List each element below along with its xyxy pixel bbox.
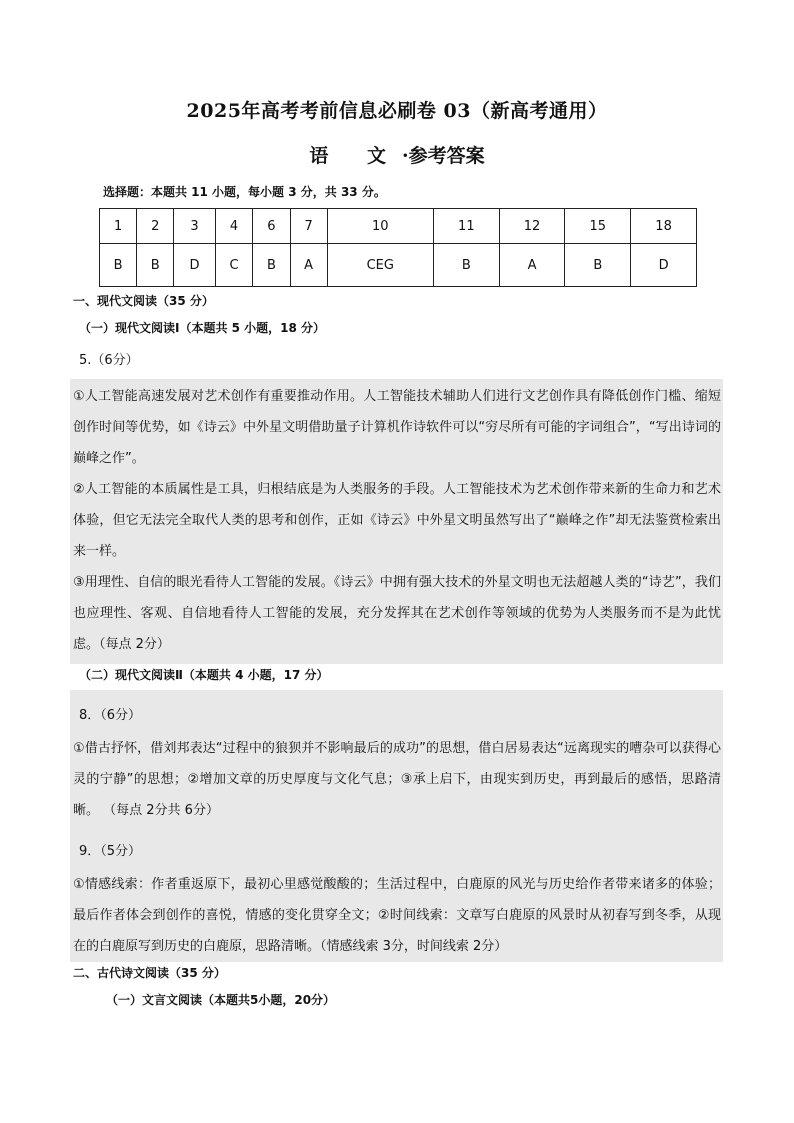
choice-question-note: 选择题：本题共 11 小题，每小题 3 分，共 33 分。 bbox=[103, 185, 386, 199]
answer-cell: B bbox=[433, 244, 499, 287]
answer-text-q9 bbox=[73, 869, 721, 962]
answer-point: ①人工智能高速发展对艺术创作有重要推动作用。人工智能技术辅助人们进行文艺创作具有降低创作门槛、缩短创作时间等优势，如《诗云》中外星文明借助量子计算机作诗软件可以“穷尽所有可能的字词组合”，“写出诗词的巅峰之作”。 bbox=[73, 389, 721, 466]
answer-cell: B bbox=[100, 244, 137, 287]
answer-cell: CEG bbox=[327, 244, 433, 287]
answer-cell: D bbox=[631, 244, 697, 287]
answer-cell: B bbox=[565, 244, 631, 287]
section-heading-classical-reading: 二、古代诗文阅读（35 分） bbox=[73, 966, 226, 980]
question-number-cell: 3 bbox=[174, 209, 215, 244]
question-number-cell: 7 bbox=[290, 209, 327, 244]
answer-cell: A bbox=[499, 244, 565, 287]
page-title: 2025年高考考前信息必刷卷 03（新高考通用） bbox=[186, 100, 608, 122]
subject-label: 语 文 bbox=[309, 145, 402, 167]
question-number-row bbox=[100, 209, 697, 244]
answer-cell: B bbox=[253, 244, 290, 287]
answer-cell: C bbox=[215, 244, 253, 287]
answer-row bbox=[100, 244, 697, 287]
answer-cell: A bbox=[290, 244, 327, 287]
answer-cell: D bbox=[174, 244, 215, 287]
question-number-cell: 1 bbox=[100, 209, 137, 244]
answer-point: ①借古抒怀，借刘邦表达“过程中的狼狈并不影响最后的成功”的思想，借白居易表达“远离现实的嘈杂可以获得心灵的宁静”的思想；②增加文章的历史厚度与文化气息；③承上启下，由现实到历史，再到最后的感悟，思路清晰。 （每点 2分共 6分） bbox=[73, 741, 721, 818]
answer-table bbox=[99, 208, 697, 287]
question-number-cell: 2 bbox=[137, 209, 174, 244]
page-subtitle bbox=[0, 141, 794, 168]
question-8-label: 8．（6分） bbox=[79, 708, 142, 723]
subsection-heading-reading-1: （一）现代文阅读Ⅰ（本题共 5 小题，18 分） bbox=[79, 321, 326, 335]
question-number-cell: 18 bbox=[631, 209, 697, 244]
question-number-cell: 10 bbox=[327, 209, 433, 244]
subsection-heading-reading-2: （二）现代文阅读Ⅱ（本题共 4 小题，17 分） bbox=[79, 668, 329, 682]
subsection-heading-classical-prose: （一）文言文阅读（本题共5小题，20分） bbox=[106, 993, 336, 1007]
answer-point: ③用理性、自信的眼光看待人工智能的发展。《诗云》中拥有强大技术的外星文明也无法超越人类的“诗艺”，我们也应理性、客观、自信地看待人工智能的发展，充分发挥其在艺术创作等领域的优势为人类服务而不是为此忧虑。（每点 2分） bbox=[73, 575, 721, 652]
question-number-cell: 11 bbox=[433, 209, 499, 244]
answer-text-q5 bbox=[73, 381, 721, 660]
question-5-label: 5.（6分） bbox=[79, 353, 139, 368]
answer-point: ②人工智能的本质属性是工具，归根结底是为人类服务的手段。人工智能技术为艺术创作带来新的生命力和艺术体验，但它无法完全取代人类的思考和创作，正如《诗云》中外星文明虽然写出了“巅峰之作”却无法鉴赏检索出来一样。 bbox=[73, 482, 721, 559]
question-9-label: 9．（5分） bbox=[79, 844, 142, 859]
question-number-cell: 12 bbox=[499, 209, 565, 244]
answer-cell: B bbox=[137, 244, 174, 287]
answer-point: ①情感线索：作者重返原下，最初心里感觉酸酸的；生活过程中，白鹿原的风光与历史给作者带来诸多的体验；最后作者体会到创作的喜悦，情感的变化贯穿全文；②时间线索：文章写白鹿原的风景时从初春写到冬季，从现在的白鹿原写到历史的白鹿原，思路清晰。（情感线索 3分，时间线索 2分） bbox=[73, 877, 721, 954]
section-heading-modern-reading: 一、现代文阅读（35 分） bbox=[73, 294, 214, 308]
question-number-cell: 4 bbox=[215, 209, 253, 244]
answer-text-q8 bbox=[73, 733, 721, 826]
question-number-cell: 15 bbox=[565, 209, 631, 244]
answer-key-label: ·参考答案 bbox=[402, 145, 485, 167]
question-number-cell: 6 bbox=[253, 209, 290, 244]
